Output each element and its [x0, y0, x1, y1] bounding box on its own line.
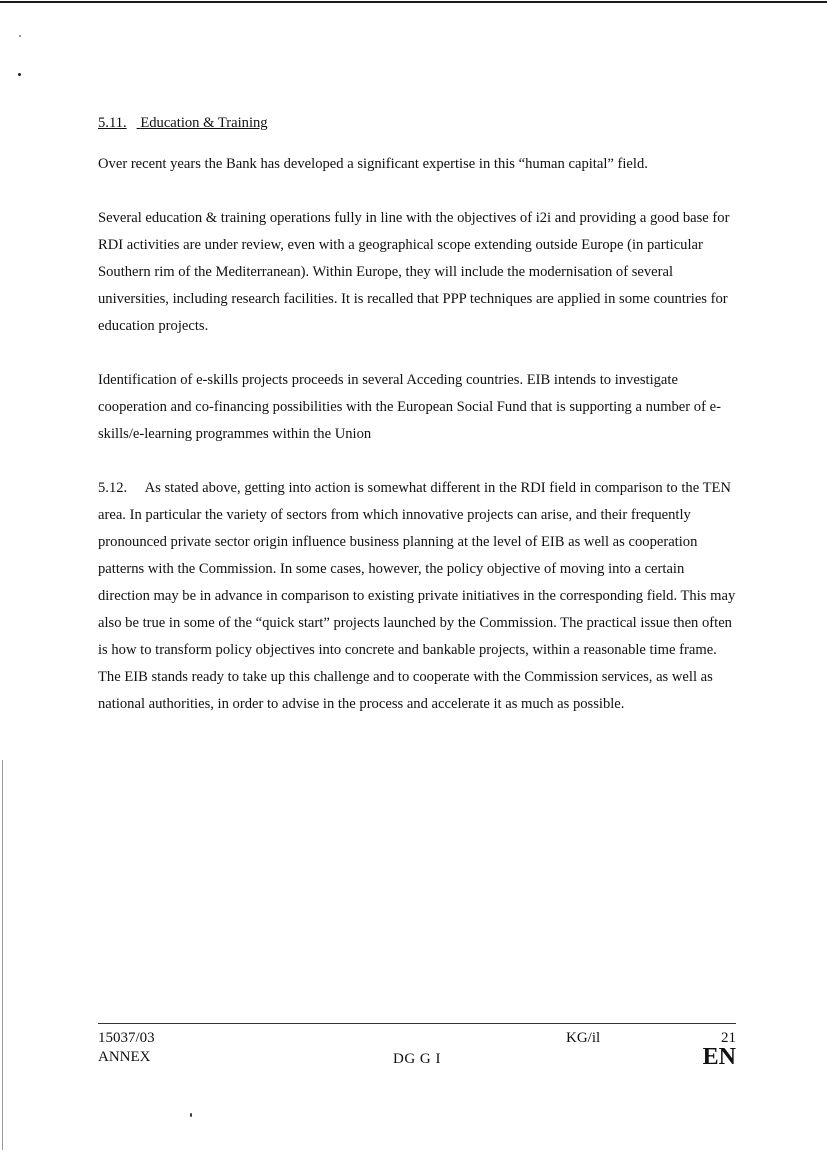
- paragraph: Over recent years the Bank has developed a significant expertise in this “human capital” field.: [98, 156, 648, 172]
- scan-edge-line: [2, 760, 3, 1150]
- paragraph: 5.12. As stated above, getting into action is somewhat different in the RDI field in comparison to the TEN area. In particular the variety of sectors from which innovative projects can arise, and their frequently pronounced private sector origin influence business planning at the level of EIB as well as cooperation patterns with the Commission. In some cases, however, the policy objective of moving into a certain direction may be in advance in comparison to existing private initiatives in the corresponding field. This may also be true in some of the “quick start” projects launched by the Commission. The practical issue then often is how to transform policy objectives into concrete and bankable projects, within a reasonable time frame. The EIB stands ready to take up this challenge and to cooperate with the Commission services, as well as national authorities, in order to advise in the process and accelerate it as much as possible.: [98, 480, 736, 712]
- footer-doc-number: 15037/03: [98, 1030, 155, 1046]
- scan-speck: [19, 35, 21, 37]
- footer-rule: [98, 1023, 736, 1024]
- footer-dg: DG G I: [393, 1051, 441, 1067]
- document-body: [98, 110, 738, 745]
- section-number: 5.11.: [98, 115, 127, 131]
- footer-page-number: 21: [721, 1030, 736, 1046]
- scan-speck: [190, 1113, 192, 1117]
- paragraph: Identification of e-skills projects proceeds in several Acceding countries. EIB intends to investigate cooperation and co-financing possibilities with the European Social Fund that is supporting a number of e-skills/e-learning programmes within the Union: [98, 372, 721, 442]
- top-border-rule: [0, 1, 827, 3]
- section-title: Education & Training: [140, 115, 268, 131]
- section-heading: [98, 110, 738, 137]
- footer-annex: ANNEX: [98, 1049, 151, 1065]
- paragraph: Several education & training operations fully in line with the objectives of i2i and providing a good base for RDI activities are under review, even with a geographical scope extending outside Europe (in particular Southern rim of the Mediterranean). Within Europe, they will include the modernisation of several universities, including research facilities. It is recalled that PPP techniques are applied in some countries for education projects.: [98, 210, 730, 334]
- footer-language-code: EN: [702, 1044, 736, 1070]
- footer-initials: KG/il: [566, 1030, 601, 1046]
- scan-speck: [18, 73, 21, 76]
